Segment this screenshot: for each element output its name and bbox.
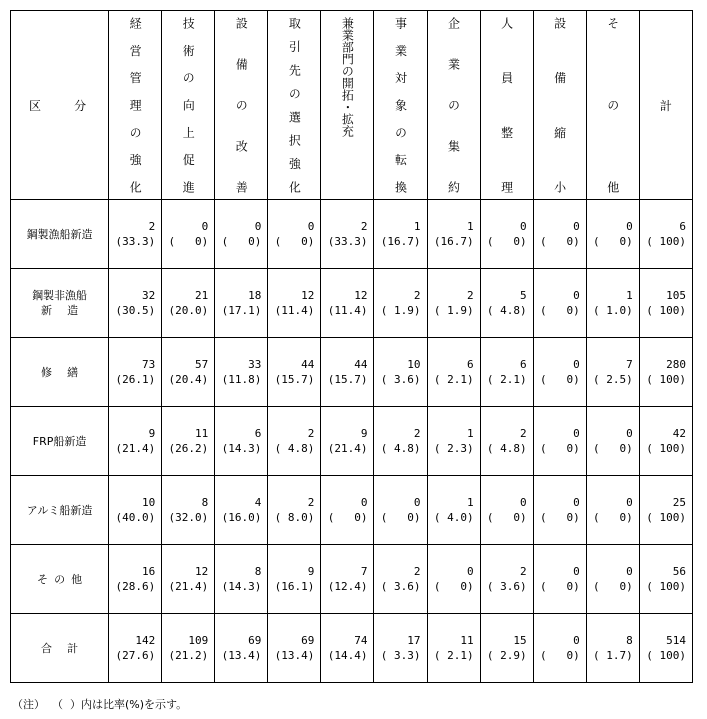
cell-count: 9 [307, 565, 315, 578]
cell-count: 0 [573, 427, 580, 440]
data-cell [374, 200, 427, 269]
row-label: FRP船新造 [32, 434, 87, 448]
cell-percent: ( 2.5) [593, 373, 633, 386]
cell-count: 16 [141, 565, 156, 578]
cell-count: 10 [407, 358, 421, 371]
col-header-3 [268, 11, 321, 200]
data-cell [109, 407, 162, 476]
col-header-4 [321, 11, 374, 200]
data-cell [162, 338, 215, 407]
col-header-total [639, 11, 692, 200]
cell-percent: ( 0) [593, 580, 633, 593]
row-label-char: 繕 [67, 365, 79, 379]
row-label-cell [11, 614, 109, 683]
data-cell [109, 338, 162, 407]
cell-percent: ( 0) [539, 304, 580, 317]
cell-percent: ( 0) [486, 235, 527, 248]
col-header-label: 経営管理の強化 [128, 17, 143, 193]
cell-count: 33 [248, 358, 262, 371]
cell-count: 12 [301, 289, 315, 302]
row-label-char: そ [37, 572, 48, 586]
data-cell [268, 200, 321, 269]
col-header-label: 兼業部門の開拓・拡充 [340, 17, 355, 137]
cell-percent: ( 100) [646, 304, 686, 317]
cell-count: 0 [573, 634, 580, 647]
cell-percent: (13.4) [221, 649, 262, 662]
cell-percent: (13.4) [274, 649, 315, 662]
cell-count: 1 [466, 496, 474, 509]
cell-count: 57 [195, 358, 209, 371]
cell-count: 9 [360, 427, 368, 440]
cell-percent: (12.4) [327, 580, 368, 593]
cell-count: 11 [460, 634, 474, 647]
table-row [11, 200, 693, 269]
col-header-label: その他 [605, 17, 620, 193]
cell-count: 0 [466, 565, 474, 578]
data-cell [215, 545, 268, 614]
cell-count: 69 [301, 634, 315, 647]
cell-percent: ( 4.8) [274, 442, 315, 455]
cell-percent: ( 0) [539, 649, 580, 662]
cell-count: 1 [626, 289, 633, 302]
data-cell [321, 407, 374, 476]
cell-count: 32 [141, 289, 156, 302]
cell-percent: (15.7) [327, 373, 368, 386]
data-cell [586, 338, 639, 407]
data-cell [162, 269, 215, 338]
table-row [11, 614, 693, 683]
cell-count: 2 [148, 220, 156, 233]
data-cell [215, 200, 268, 269]
cell-count: 56 [672, 565, 686, 578]
col-header-label: 設備縮小 [552, 17, 567, 193]
row-label-cell [11, 476, 109, 545]
data-cell [533, 614, 586, 683]
cell-count: 4 [254, 496, 262, 509]
row-label-char: 計 [67, 641, 79, 655]
cell-count: 0 [573, 496, 580, 509]
data-cell [533, 545, 586, 614]
cell-percent: ( 0) [539, 511, 580, 524]
cell-count: 69 [248, 634, 262, 647]
data-cell [586, 545, 639, 614]
cell-count: 0 [413, 496, 421, 509]
cell-count: 42 [672, 427, 686, 440]
cell-count: 11 [195, 427, 209, 440]
col-header-label: 計 [659, 98, 672, 113]
row-label-char: 修 [41, 365, 52, 379]
col-header-label: 企業の集約 [446, 17, 461, 193]
row-label: アルミ船新造 [26, 503, 93, 517]
cell-count: 514 [666, 634, 686, 647]
cell-count: 6 [466, 358, 474, 371]
data-cell [321, 476, 374, 545]
cell-percent: ( 3.6) [486, 580, 527, 593]
row-label-char: 造 [67, 304, 79, 317]
cell-count: 18 [248, 289, 262, 302]
cell-count: 0 [520, 220, 527, 233]
cell-percent: ( 0) [593, 235, 633, 248]
row-header-char: 分 [74, 98, 87, 113]
cell-percent: (28.6) [115, 580, 156, 593]
row-label-char: の [54, 572, 66, 586]
data-cell [639, 407, 692, 476]
data-cell [321, 614, 374, 683]
cell-count: 2 [413, 289, 421, 302]
data-cell [321, 200, 374, 269]
data-cell [427, 338, 480, 407]
cell-percent: (16.0) [221, 511, 262, 524]
cell-percent: (33.3) [327, 235, 368, 248]
data-cell [215, 269, 268, 338]
cell-count: 2 [413, 427, 421, 440]
cell-count: 0 [573, 289, 580, 302]
row-label-cell [11, 269, 109, 338]
cell-count: 73 [141, 358, 156, 371]
cell-percent: (30.5) [115, 304, 156, 317]
cell-count: 0 [626, 427, 633, 440]
data-cell [480, 407, 533, 476]
cell-count: 5 [520, 289, 527, 302]
col-header-5 [374, 11, 427, 200]
cell-count: 0 [626, 220, 633, 233]
cell-count: 8 [201, 496, 209, 509]
data-cell [268, 269, 321, 338]
header-row [11, 11, 693, 200]
data-cell [374, 338, 427, 407]
cell-percent: ( 0) [593, 511, 633, 524]
cell-percent: (20.4) [168, 373, 209, 386]
data-cell [639, 200, 692, 269]
row-label-cell [11, 407, 109, 476]
cell-count: 0 [520, 496, 527, 509]
cell-percent: ( 4.8) [380, 442, 421, 455]
cell-percent: (11.8) [221, 373, 262, 386]
footnote: （注） （ ）内は比率(%)を示す。 [12, 698, 188, 711]
data-cell [374, 476, 427, 545]
cell-percent: ( 3.6) [380, 580, 421, 593]
cell-count: 8 [626, 634, 633, 647]
cell-count: 0 [201, 220, 209, 233]
cell-percent: ( 2.9) [486, 649, 527, 662]
data-cell [427, 269, 480, 338]
cell-percent: ( 100) [646, 442, 686, 455]
data-cell [427, 545, 480, 614]
cell-percent: ( 4.8) [486, 442, 527, 455]
data-cell [321, 545, 374, 614]
table-row [11, 545, 693, 614]
data-cell [321, 338, 374, 407]
cell-count: 15 [513, 634, 527, 647]
data-cell [268, 545, 321, 614]
cell-count: 142 [135, 634, 156, 647]
data-cell [427, 614, 480, 683]
data-cell [533, 269, 586, 338]
cell-percent: (21.4) [327, 442, 368, 455]
cell-percent: (14.3) [221, 580, 262, 593]
cell-count: 44 [301, 358, 315, 371]
cell-percent: ( 1.0) [593, 304, 633, 317]
data-cell [374, 614, 427, 683]
cell-count: 21 [195, 289, 209, 302]
cell-count: 0 [573, 358, 580, 371]
row-label-cell [11, 200, 109, 269]
cell-percent: ( 2.1) [433, 373, 474, 386]
data-cell [109, 476, 162, 545]
data-cell [374, 407, 427, 476]
cell-percent: (27.6) [115, 649, 156, 662]
cell-count: 0 [360, 496, 368, 509]
cell-percent: (32.0) [168, 511, 209, 524]
cell-count: 0 [626, 496, 633, 509]
data-cell [480, 545, 533, 614]
cell-count: 105 [666, 289, 686, 302]
data-cell [639, 614, 692, 683]
cell-percent: ( 0) [539, 373, 580, 386]
row-label-char: 新 [41, 304, 52, 317]
cell-percent: (21.4) [115, 442, 156, 455]
cell-percent: (14.4) [327, 649, 368, 662]
cell-count: 1 [466, 427, 474, 440]
data-cell [533, 407, 586, 476]
cell-percent: (16.1) [274, 580, 315, 593]
cell-percent: (26.1) [115, 373, 156, 386]
cell-count: 1 [413, 220, 421, 233]
data-cell [374, 545, 427, 614]
cell-percent: (21.4) [168, 580, 209, 593]
cell-percent: ( 1.9) [433, 304, 474, 317]
cell-percent: ( 2.1) [433, 649, 474, 662]
cell-percent: (26.2) [168, 442, 209, 455]
col-header-label: 事業対象の転換 [393, 17, 408, 193]
cell-percent: ( 0) [433, 580, 474, 593]
cell-count: 17 [407, 634, 421, 647]
data-cell [215, 407, 268, 476]
data-cell [215, 476, 268, 545]
data-table [10, 10, 693, 683]
data-cell [268, 407, 321, 476]
cell-percent: ( 100) [646, 649, 686, 662]
cell-count: 74 [354, 634, 368, 647]
cell-percent: ( 100) [646, 580, 686, 593]
cell-count: 25 [672, 496, 686, 509]
cell-count: 6 [679, 220, 686, 233]
cell-percent: ( 0) [539, 235, 580, 248]
data-cell [586, 476, 639, 545]
data-cell [162, 545, 215, 614]
data-cell [268, 338, 321, 407]
table-row [11, 269, 693, 338]
cell-percent: ( 0) [593, 442, 633, 455]
data-cell [215, 338, 268, 407]
data-cell [586, 407, 639, 476]
cell-percent: (15.7) [274, 373, 315, 386]
cell-percent: (11.4) [274, 304, 315, 317]
cell-count: 0 [626, 565, 633, 578]
cell-count: 44 [354, 358, 368, 371]
cell-percent: (16.7) [380, 235, 421, 248]
cell-percent: ( 0) [539, 580, 580, 593]
cell-count: 7 [626, 358, 633, 371]
col-header-8 [533, 11, 586, 200]
data-cell [427, 476, 480, 545]
data-cell [162, 614, 215, 683]
data-cell [480, 200, 533, 269]
cell-percent: ( 100) [646, 511, 686, 524]
row-header-char: 区 [29, 98, 42, 113]
data-cell [533, 476, 586, 545]
row-header-cell [11, 11, 109, 200]
cell-percent: ( 0) [539, 442, 580, 455]
row-label [11, 365, 108, 380]
data-cell [374, 269, 427, 338]
data-cell [639, 269, 692, 338]
data-cell [639, 545, 692, 614]
cell-percent: (33.3) [115, 235, 156, 248]
row-label-cell [11, 338, 109, 407]
col-header-label: 人員整理 [499, 17, 514, 193]
cell-count: 0 [254, 220, 262, 233]
data-cell [639, 476, 692, 545]
cell-percent: ( 8.0) [274, 511, 315, 524]
data-cell [109, 269, 162, 338]
cell-count: 12 [195, 565, 209, 578]
row-label: 鋼製漁船新造 [26, 227, 93, 241]
cell-count: 9 [148, 427, 156, 440]
col-header-9 [586, 11, 639, 200]
cell-count: 2 [413, 565, 421, 578]
col-header-label: 技術の向上促進 [181, 17, 196, 193]
cell-count: 2 [466, 289, 474, 302]
row-label [11, 572, 108, 587]
cell-count: 2 [307, 496, 315, 509]
cell-percent: ( 2.1) [486, 373, 527, 386]
cell-count: 109 [188, 634, 209, 647]
cell-count: 2 [307, 427, 315, 440]
data-cell [586, 269, 639, 338]
data-cell [480, 338, 533, 407]
row-label-char: 他 [71, 572, 83, 586]
cell-count: 8 [254, 565, 262, 578]
col-header-1 [162, 11, 215, 200]
cell-percent: ( 3.6) [380, 373, 421, 386]
cell-count: 2 [360, 220, 368, 233]
cell-percent: ( 100) [646, 235, 686, 248]
data-cell [533, 200, 586, 269]
table-row [11, 338, 693, 407]
data-cell [321, 269, 374, 338]
data-cell [215, 614, 268, 683]
cell-percent: ( 100) [646, 373, 686, 386]
data-cell [162, 476, 215, 545]
data-cell [480, 269, 533, 338]
col-header-7 [480, 11, 533, 200]
table-row [11, 476, 693, 545]
data-cell [427, 200, 480, 269]
cell-percent: ( 0) [221, 235, 262, 248]
cell-percent: (17.1) [221, 304, 262, 317]
row-label: 鋼製非漁船 [32, 289, 88, 302]
data-cell [480, 476, 533, 545]
cell-percent: (21.2) [168, 649, 209, 662]
cell-percent: ( 3.3) [380, 649, 421, 662]
cell-percent: ( 4.0) [433, 511, 474, 524]
col-header-6 [427, 11, 480, 200]
row-header-label [11, 97, 108, 114]
cell-percent: ( 1.9) [380, 304, 421, 317]
data-cell [109, 614, 162, 683]
row-label-line2 [11, 303, 108, 318]
row-label-char: 合 [41, 641, 52, 655]
cell-count: 10 [141, 496, 156, 509]
cell-percent: ( 1.7) [593, 649, 633, 662]
cell-count: 0 [573, 220, 580, 233]
data-cell [109, 545, 162, 614]
data-cell [162, 407, 215, 476]
cell-count: 7 [360, 565, 368, 578]
cell-count: 6 [520, 358, 527, 371]
row-label-cell [11, 545, 109, 614]
col-header-0 [109, 11, 162, 200]
col-header-label: 設備の改善 [234, 17, 249, 193]
cell-count: 2 [520, 427, 527, 440]
data-cell [162, 200, 215, 269]
table-body [11, 200, 693, 683]
data-cell [639, 338, 692, 407]
data-cell [109, 200, 162, 269]
cell-percent: ( 0) [168, 235, 209, 248]
data-cell [427, 407, 480, 476]
cell-count: 0 [573, 565, 580, 578]
table-row [11, 407, 693, 476]
cell-percent: (14.3) [221, 442, 262, 455]
row-label [11, 641, 108, 656]
cell-percent: (16.7) [433, 235, 474, 248]
data-cell [480, 614, 533, 683]
cell-percent: (11.4) [327, 304, 368, 317]
cell-percent: (20.0) [168, 304, 209, 317]
data-cell [268, 476, 321, 545]
cell-percent: ( 0) [274, 235, 315, 248]
cell-count: 1 [466, 220, 474, 233]
data-cell [586, 614, 639, 683]
data-cell [268, 614, 321, 683]
col-header-2 [215, 11, 268, 200]
cell-percent: ( 0) [486, 511, 527, 524]
cell-count: 0 [307, 220, 315, 233]
cell-count: 12 [354, 289, 368, 302]
col-header-label: 取引先の選択強化 [287, 17, 302, 193]
cell-count: 6 [254, 427, 262, 440]
data-cell [586, 200, 639, 269]
cell-percent: ( 0) [327, 511, 368, 524]
cell-percent: ( 4.8) [486, 304, 527, 317]
cell-percent: (40.0) [115, 511, 156, 524]
cell-percent: ( 0) [380, 511, 421, 524]
cell-count: 280 [666, 358, 686, 371]
cell-percent: ( 2.3) [433, 442, 474, 455]
data-cell [533, 338, 586, 407]
cell-count: 2 [520, 565, 527, 578]
